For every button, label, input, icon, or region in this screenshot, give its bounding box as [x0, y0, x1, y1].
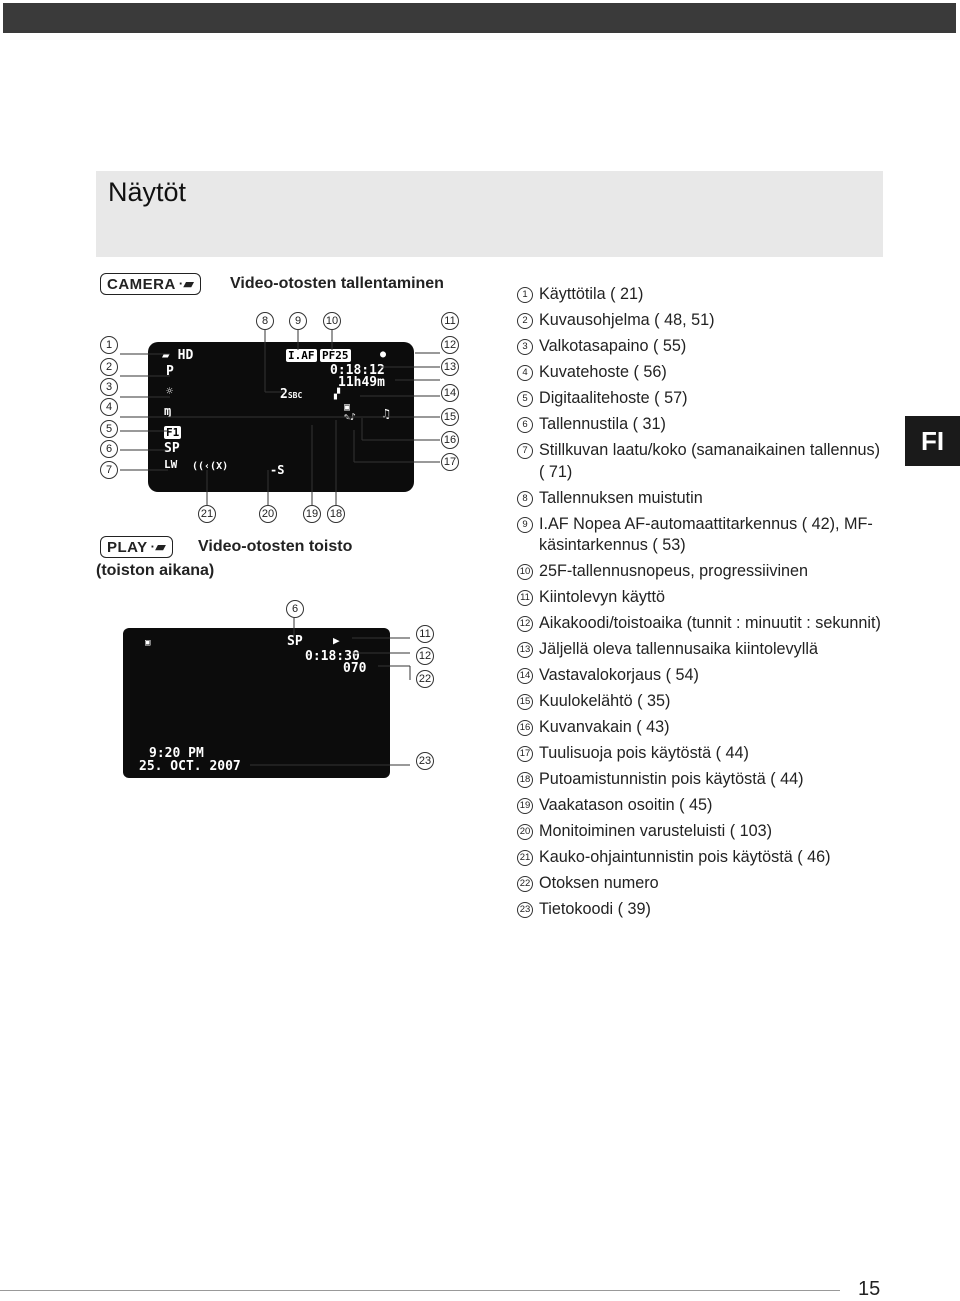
white-balance-indicator: ☼: [166, 384, 174, 398]
legend-item: [517, 514, 887, 557]
legend-number: 6: [517, 417, 533, 433]
legend-text: Monitoiminen varusteluisti ( 103): [539, 822, 773, 840]
camera-section-label: Video-otosten tallentaminen: [230, 275, 444, 292]
callout-cam-3: 3: [100, 378, 118, 396]
callout-cam-17: 17: [441, 453, 459, 471]
backlight-icon: ▞: [334, 389, 341, 400]
data-code-time: 9:20 PM: [149, 746, 204, 761]
callout-cam-14: 14: [441, 384, 459, 402]
remote-off-indicator: ((‹(X): [192, 461, 229, 472]
language-tab: FI: [905, 416, 960, 466]
callout-cam-7: 7: [100, 461, 118, 479]
legend-number: 8: [517, 491, 533, 507]
image-effect-indicator: ɱ: [164, 404, 172, 418]
remaining-time: 11h49m: [338, 375, 385, 390]
callout-play-23: 23: [416, 752, 434, 770]
headphone-icon: ♫: [382, 407, 390, 422]
legend-text: Kuulokelähtö ( 35): [539, 692, 671, 710]
callout-cam-21: 21: [198, 505, 216, 523]
legend-item: [517, 639, 887, 661]
callout-6-play: 6: [286, 600, 304, 618]
page-number: 15: [858, 1278, 881, 1300]
legend-text: Kuvanvakain ( 43): [539, 718, 670, 736]
footer-rule: [0, 1290, 840, 1291]
legend-text: Tallennuksen muistutin: [539, 488, 703, 507]
legend-item: [517, 388, 887, 410]
legend-text: Kiintolevyn käyttö: [539, 588, 665, 606]
legend-item: [517, 587, 887, 609]
callout-cam-20: 20: [259, 505, 277, 523]
legend-text: I.AF Nopea AF-automaattitarkennus ( 42), MF-käsintarkennus ( 53): [539, 514, 873, 554]
legend-number: 3: [517, 339, 533, 355]
program-indicator: P: [166, 364, 174, 379]
legend-item: [517, 561, 887, 583]
play-badge-text: PLAY: [107, 538, 148, 556]
legend-text: Kuvatehoste ( 56): [539, 363, 667, 381]
callout-play-22: 22: [416, 670, 434, 688]
legend-item: [517, 743, 887, 765]
callout-cam-5: 5: [100, 420, 118, 438]
legend-item: [517, 821, 887, 843]
play-section-sublabel: (toiston aikana): [96, 562, 215, 579]
callout-cam-8: 8: [256, 312, 274, 330]
iaf-indicator: I.AF: [288, 349, 315, 362]
record-reminder: 2SBC: [280, 387, 303, 402]
legend-text: Otoksen numero: [539, 874, 659, 892]
legend-text: Kuvausohjelma ( 48, 51): [539, 311, 715, 329]
legend-number: 5: [517, 391, 533, 407]
legend-number: 9: [517, 517, 533, 533]
legend-number: 21: [517, 850, 533, 866]
timecode: 0:18:12: [330, 363, 385, 378]
legend-number: 2: [517, 313, 533, 329]
legend-item: [517, 613, 887, 635]
legend-text: Kauko-ohjaintunnistin pois käytöstä ( 46): [539, 848, 831, 866]
legend-number: 14: [517, 668, 533, 684]
legend-item: [517, 284, 887, 306]
legend-number: 18: [517, 772, 533, 788]
callout-cam-15: 15: [441, 408, 459, 426]
legend-text: Tietokoodi ( 39): [539, 900, 651, 918]
legend-text: Stillkuvan laatu/koko (samanaikainen tallennus) ( 71): [539, 441, 881, 481]
legend-number: 1: [517, 287, 533, 303]
mini-shoe-indicator: -S: [270, 463, 285, 477]
legend-item: [517, 795, 887, 817]
legend-text: 25F-tallennusnopeus, progressiivinen: [539, 562, 809, 580]
play-timecode: 0:18:30: [305, 649, 360, 664]
callout-cam-12: 12: [441, 336, 459, 354]
still-quality-indicator: LW: [164, 458, 178, 471]
legend-item: [517, 310, 887, 332]
legend-number: 7: [517, 443, 533, 459]
callout-cam-16: 16: [441, 431, 459, 449]
recording-mode-indicator: SP: [164, 441, 180, 456]
play-icon: ▶: [333, 634, 340, 647]
callout-cam-11: 11: [441, 312, 459, 330]
legend-item: [517, 488, 887, 510]
legend-number: 13: [517, 642, 533, 658]
legend-item: [517, 691, 887, 713]
legend-number: 4: [517, 365, 533, 381]
digital-effect-indicator: F1: [166, 426, 180, 439]
legend-text: Vaakatason osoitin ( 45): [539, 796, 713, 814]
play-recording-mode: SP: [287, 634, 303, 649]
legend-item: [517, 717, 887, 739]
legend-number: 11: [517, 590, 533, 606]
callout-cam-4: 4: [100, 398, 118, 416]
callout-cam-6: 6: [100, 440, 118, 458]
mode-hd-indicator: ▰ HD: [162, 348, 194, 363]
callout-cam-9: 9: [289, 312, 307, 330]
pf25-indicator: PF25: [322, 349, 349, 362]
legend-text: Käyttötila ( 21): [539, 285, 644, 303]
callout-cam-2: 2: [100, 358, 118, 376]
playback-mode-icon: ▣: [145, 638, 151, 648]
legend-number: 12: [517, 616, 533, 632]
legend-number: 20: [517, 824, 533, 840]
data-code-date: 25. OCT. 2007: [139, 759, 241, 774]
legend-item: [517, 847, 887, 869]
scene-number: 070: [343, 661, 367, 676]
legend-list: [517, 284, 887, 925]
hdd-access-icon: ●: [380, 349, 387, 360]
page-title: Näytöt: [108, 177, 187, 207]
movie-camera-icon: ·▰: [150, 539, 166, 554]
legend-text: Vastavalokorjaus ( 54): [539, 666, 699, 684]
legend-item: [517, 440, 887, 483]
callout-cam-18: 18: [327, 505, 345, 523]
legend-number: 23: [517, 902, 533, 918]
wind-screen-icon: ✎♪: [344, 412, 357, 423]
legend-text: Putoamistunnistin pois käytöstä ( 44): [539, 770, 804, 788]
callout-cam-19: 19: [303, 505, 321, 523]
legend-text: Jäljellä oleva tallennusaika kiintolevyllä: [539, 640, 818, 658]
legend-number: 15: [517, 694, 533, 710]
legend-text: Tuulisuoja pois käytöstä ( 44): [539, 744, 749, 762]
legend-item: [517, 665, 887, 687]
legend-item: [517, 362, 887, 384]
legend-number: 17: [517, 746, 533, 762]
callout-play-12: 12: [416, 647, 434, 665]
camera-badge-text: CAMERA: [107, 275, 176, 293]
legend-number: 19: [517, 798, 533, 814]
legend-text: Tallennustila ( 31): [539, 415, 666, 433]
legend-number: 22: [517, 876, 533, 892]
legend-item: [517, 336, 887, 358]
legend-number: 10: [517, 564, 533, 580]
legend-number: 16: [517, 720, 533, 736]
callout-cam-13: 13: [441, 358, 459, 376]
callout-play-11: 11: [416, 625, 434, 643]
legend-item: [517, 769, 887, 791]
legend-text: Valkotasapaino ( 55): [539, 337, 687, 355]
stabilizer-icon: ▣: [344, 402, 351, 413]
legend-item: [517, 899, 887, 921]
callout-cam-1: 1: [100, 336, 118, 354]
legend-text: Aikakoodi/toistoaika (tunnit : minuutit : sekunnit): [539, 614, 881, 632]
legend-text: Digitaalitehoste ( 57): [539, 389, 688, 407]
callout-cam-10: 10: [323, 312, 341, 330]
legend-item: [517, 414, 887, 436]
movie-camera-icon: ·▰: [178, 276, 195, 291]
play-section-label: Video-otosten toisto: [198, 538, 353, 555]
legend-item: [517, 873, 887, 895]
